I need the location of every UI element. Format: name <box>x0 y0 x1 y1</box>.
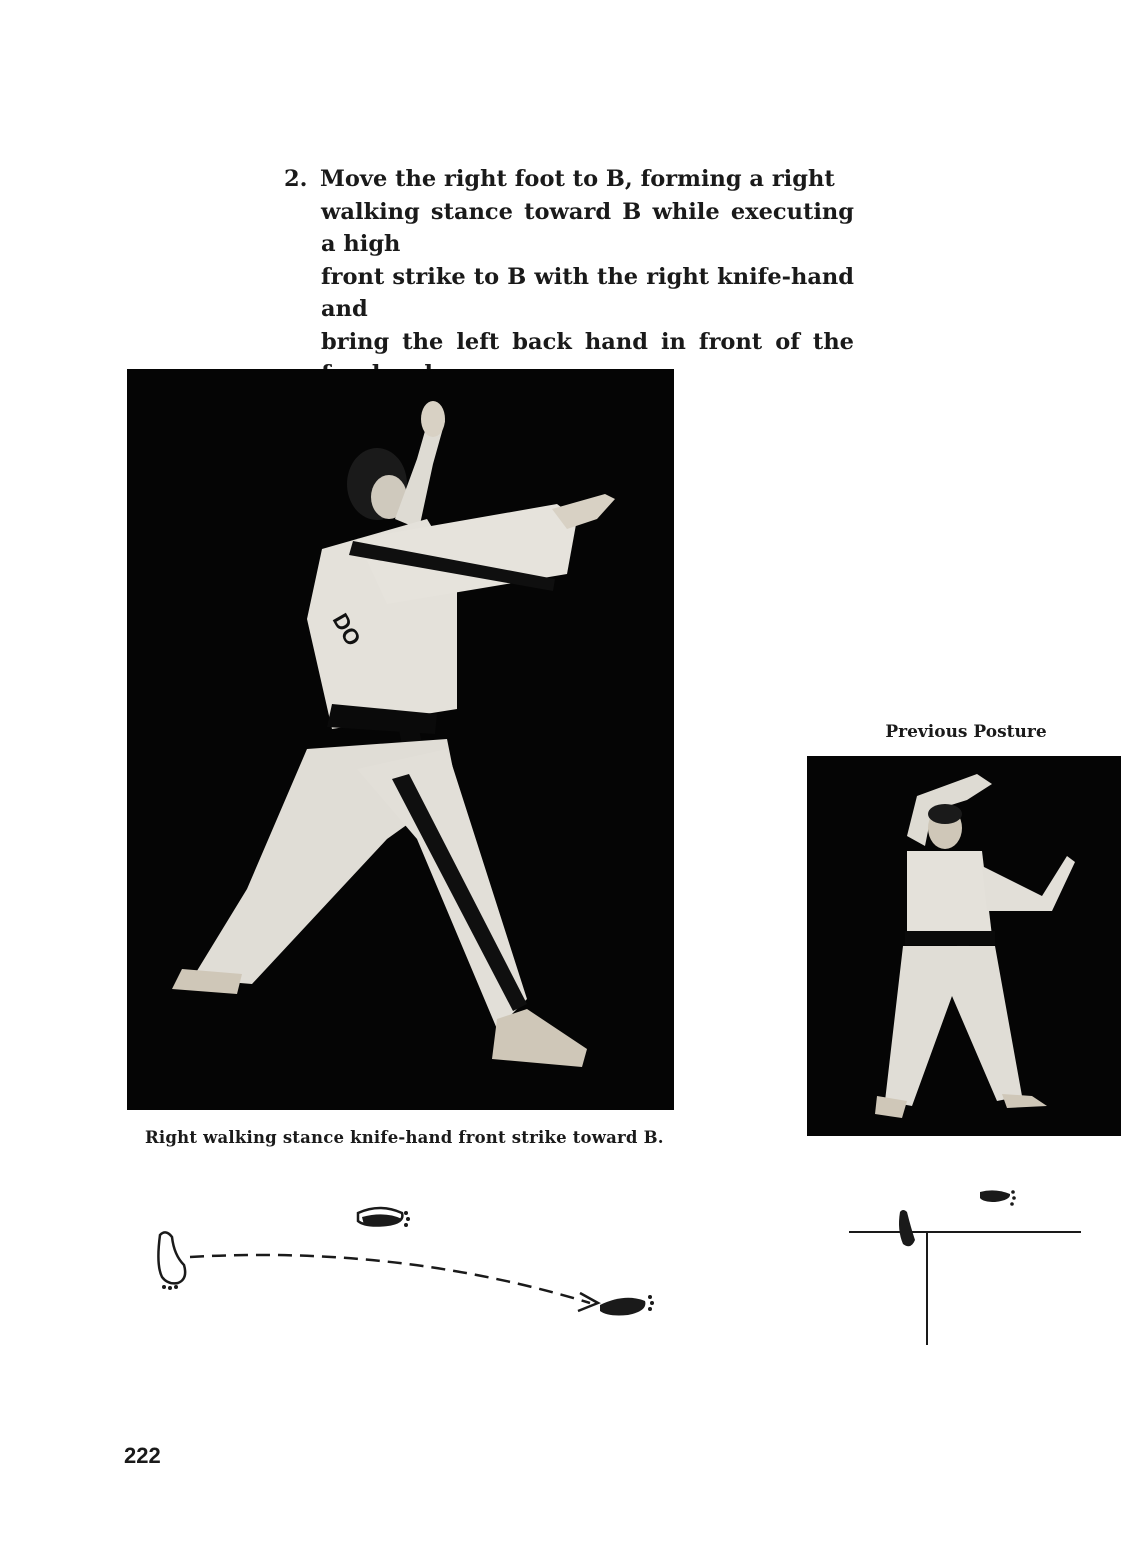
stance-diagram <box>845 1180 1090 1350</box>
previous-figure-illustration <box>807 756 1121 1136</box>
movement-diagram <box>150 1195 670 1335</box>
left-foot-outline-icon <box>158 1232 185 1290</box>
previous-posture-photo <box>807 756 1121 1136</box>
stance-left-foot-icon <box>899 1210 915 1246</box>
previous-posture-label: Previous Posture <box>885 722 1047 742</box>
instruction-line-4: bring the left back hand in front of the <box>321 328 854 355</box>
page-number: 222 <box>124 1443 161 1468</box>
instruction-line-2: walking stance toward B while executing a high <box>321 198 854 257</box>
main-photo <box>127 369 674 1110</box>
main-photo-caption: Right walking stance knife-hand front strike toward B. <box>145 1128 664 1147</box>
instruction-line-3: front strike to B with the right knife-hand and <box>321 263 854 322</box>
destination-foot-icon <box>600 1295 654 1316</box>
top-foot-icon <box>358 1208 410 1227</box>
step-number: 2. <box>284 166 308 192</box>
main-figure-illustration <box>127 369 674 1110</box>
stance-right-foot-icon <box>980 1190 1016 1206</box>
uniform-lettering: DO <box>327 609 366 651</box>
instruction-line-1: Move the right foot to B, forming a right <box>320 166 835 192</box>
instruction-text <box>284 163 854 391</box>
